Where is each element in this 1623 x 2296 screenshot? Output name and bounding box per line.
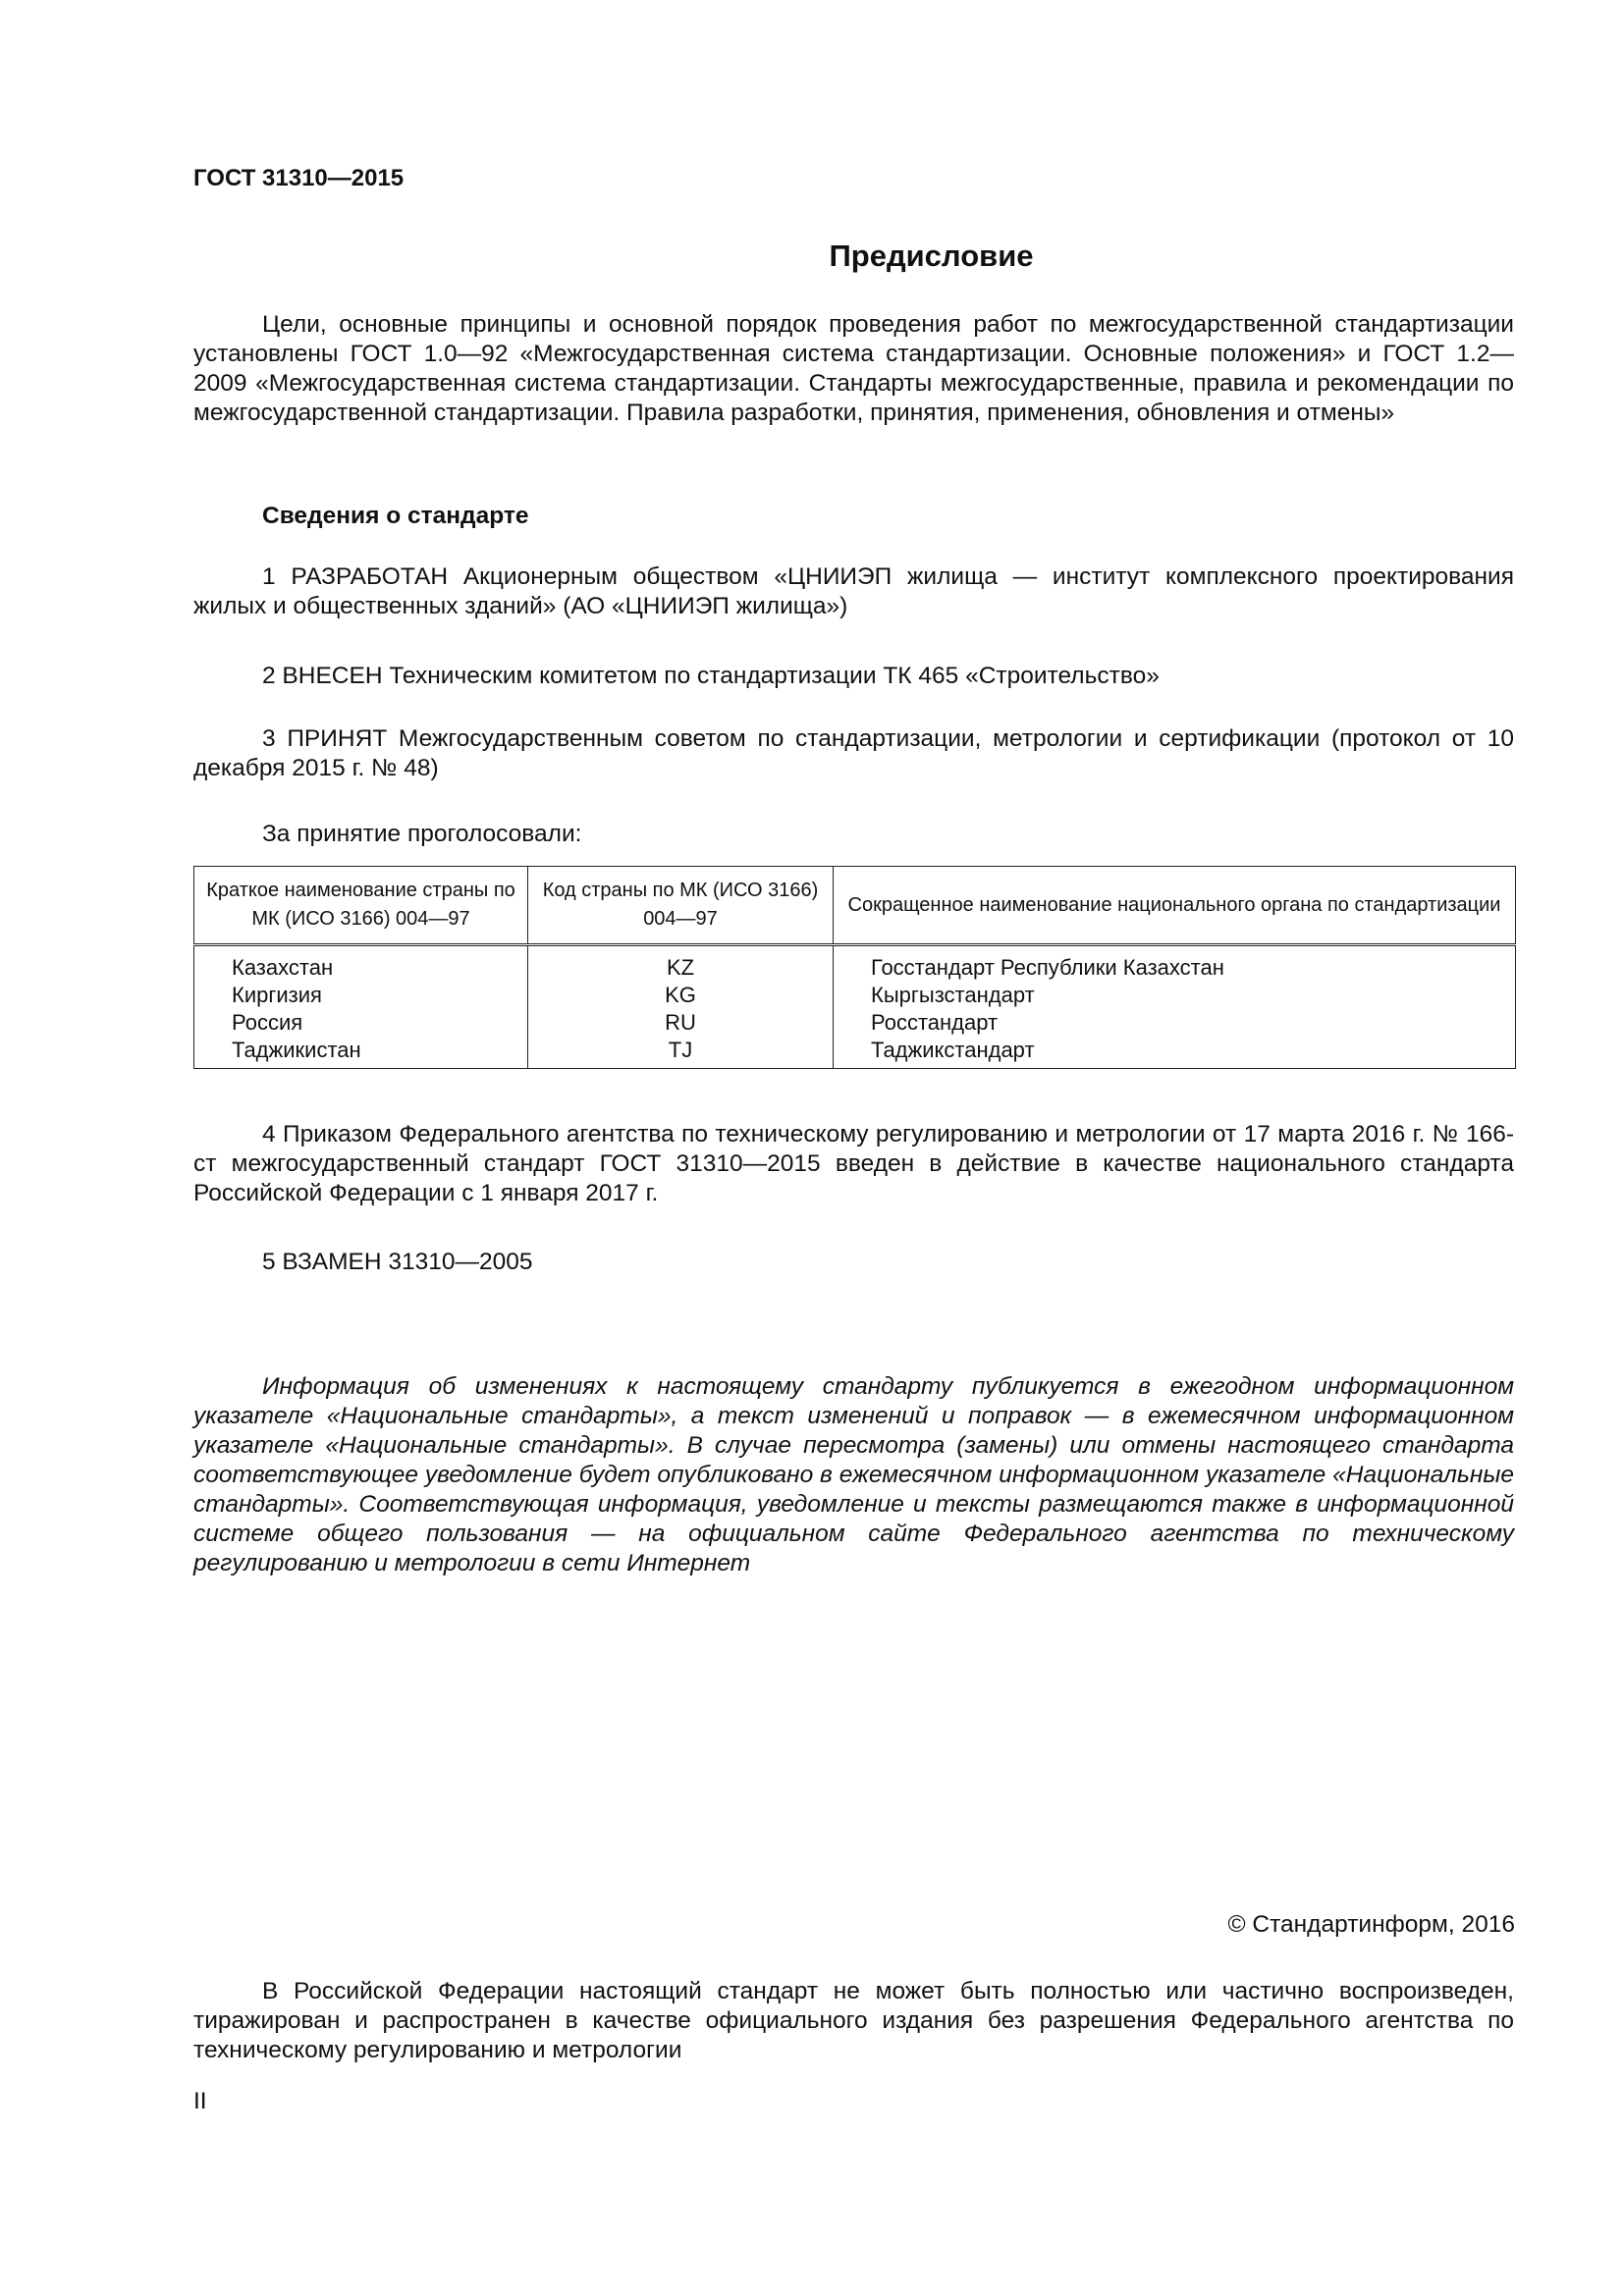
page-title-text: Предисловие bbox=[829, 239, 1034, 273]
item-4 bbox=[193, 1120, 1514, 1208]
country-cell: Киргизия bbox=[194, 982, 528, 1009]
code-cell: KG bbox=[528, 982, 834, 1009]
header-country-name: Краткое наименование страны по МК (ИСО 3166) 004—97 bbox=[194, 867, 528, 945]
table-row bbox=[194, 1037, 1516, 1069]
item-5: 5 ВЗАМЕН 31310—2005 bbox=[262, 1249, 533, 1275]
info-heading: Сведения о стандарте bbox=[262, 503, 529, 529]
reproduction-notice bbox=[193, 1977, 1514, 2065]
item-3-text: 3 ПРИНЯТ Межгосударственным советом по стандартизации, метрологии и сертификации (протокол от 10 декабря 2015 г. № 48) bbox=[193, 725, 1514, 781]
table-row bbox=[194, 1009, 1516, 1037]
table-header-row bbox=[194, 867, 1516, 945]
votes-label: За принятие проголосовали: bbox=[262, 821, 582, 847]
intro-paragraph bbox=[193, 310, 1514, 428]
page-title bbox=[0, 239, 1623, 274]
code-cell: KZ bbox=[528, 945, 834, 983]
country-cell: Казахстан bbox=[194, 945, 528, 983]
country-cell: Таджикистан bbox=[194, 1037, 528, 1069]
changes-notice bbox=[193, 1372, 1514, 1578]
reproduction-notice-text: В Российской Федерации настоящий стандарт не может быть полностью или частично воспроизведен, тиражирован и распространен в качестве официального издания без разрешения Федерального агентства по техническому регулированию и метрологии bbox=[193, 1978, 1514, 2063]
item-2: 2 ВНЕСЕН Техническим комитетом по стандартизации ТК 465 «Строительство» bbox=[262, 663, 1160, 689]
item-1 bbox=[193, 562, 1514, 621]
item-3 bbox=[193, 724, 1514, 783]
body-cell: Госстандарт Республики Казахстан bbox=[834, 945, 1516, 983]
code-cell: RU bbox=[528, 1009, 834, 1037]
page-number: II bbox=[193, 2088, 207, 2114]
changes-notice-text: Информация об изменениях к настоящему стандарту публикуется в ежегодном информационном указателе «Национальные стандарты», а текст изменений и поправок — в ежемесячном информационном указателе «Национальные стандарты». В случае пересмотра (замены) или отмены настоящего стандарта соответствующее уведомление будет опубликовано в ежемесячном информационном указателе «Национальные стандарты». Соответствующая информация, уведомление и тексты размещаются также в информационной системе общего пользования — на официальном сайте Федерального агентства по техническому регулированию и метрологии в сети Интернет bbox=[193, 1373, 1514, 1576]
table-row bbox=[194, 982, 1516, 1009]
code-cell: TJ bbox=[528, 1037, 834, 1069]
body-cell: Таджикстандарт bbox=[834, 1037, 1516, 1069]
table-row bbox=[194, 945, 1516, 983]
country-cell: Россия bbox=[194, 1009, 528, 1037]
header-country-code: Код страны по МК (ИСО 3166) 004—97 bbox=[528, 867, 834, 945]
intro-text: Цели, основные принципы и основной порядок проведения работ по межгосударственной стандартизации установлены ГОСТ 1.0—92 «Межгосударственная система стандартизации. Основные положения» и ГОСТ 1.2—2009 «Межгосударственная система стандартизации. Стандарты межгосударственные, правила и рекомендации по межгосударственной стандартизации. Правила разработки, принятия, применения, обновления и отмены» bbox=[193, 311, 1514, 426]
item-4-text: 4 Приказом Федерального агентства по техническому регулированию и метрологии от 17 марта 2016 г. № 166-ст межгосударственный стандарт ГОСТ 31310—2015 введен в действие в качестве национального стандарта Российской Федерации с 1 января 2017 г. bbox=[193, 1121, 1514, 1206]
body-cell: Кыргызстандарт bbox=[834, 982, 1516, 1009]
body-cell: Росстандарт bbox=[834, 1009, 1516, 1037]
copyright: © Стандартинформ, 2016 bbox=[1227, 1911, 1515, 1938]
document-code: ГОСТ 31310—2015 bbox=[193, 165, 405, 191]
header-national-body: Сокращенное наименование национального органа по стандартизации bbox=[834, 867, 1516, 945]
voting-table bbox=[193, 866, 1516, 1069]
item-1-text: 1 РАЗРАБОТАН Акционерным обществом «ЦНИИЭП жилища — институт комплексного проектирования жилых и общественных зданий» (АО «ЦНИИЭП жилища») bbox=[193, 563, 1514, 619]
